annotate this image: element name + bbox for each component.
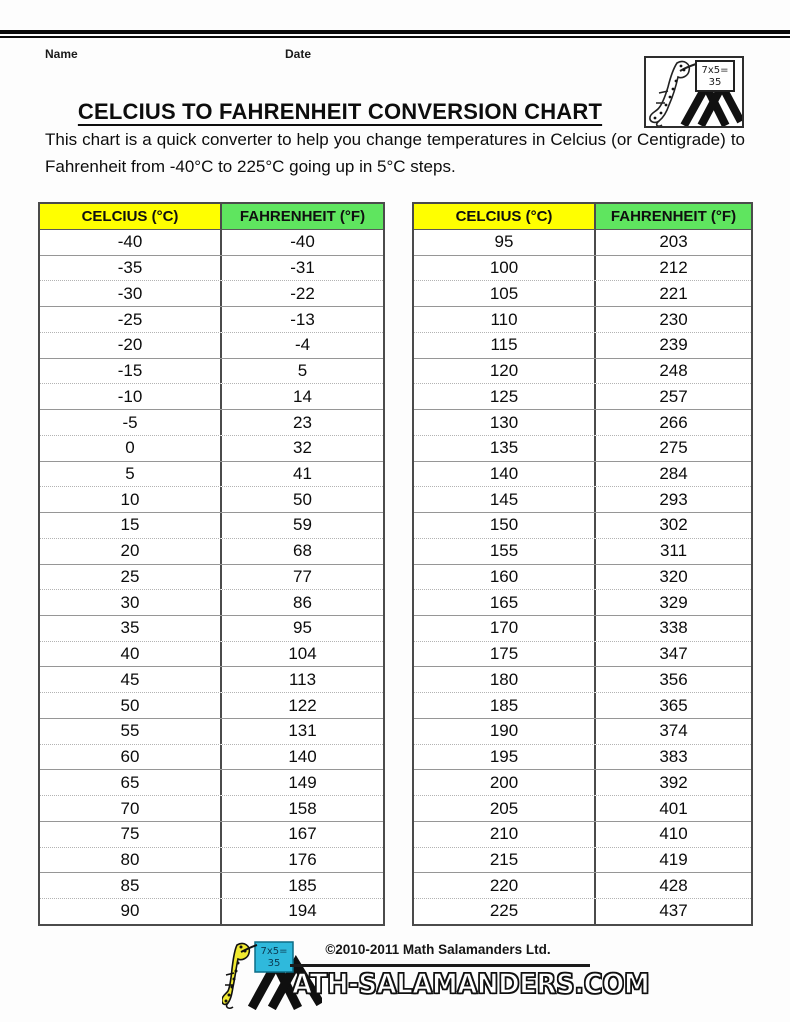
celsius-cell: -15 xyxy=(40,359,222,384)
celsius-cell: 20 xyxy=(40,539,222,564)
celsius-cell: 35 xyxy=(40,616,222,641)
fahrenheit-cell: -31 xyxy=(290,258,315,278)
table-row xyxy=(40,512,383,538)
fahrenheit-cell: 95 xyxy=(293,618,312,638)
celsius-cell: -20 xyxy=(40,333,222,358)
fahrenheit-cell: 365 xyxy=(659,695,688,715)
fahrenheit-cell: 230 xyxy=(659,309,688,329)
fahrenheit-cell: 104 xyxy=(288,644,317,664)
fahrenheit-cell: 23 xyxy=(293,412,312,432)
fahrenheit-cell: -13 xyxy=(290,309,315,329)
celsius-cell: 120 xyxy=(414,359,596,384)
table-row xyxy=(40,795,383,821)
fahrenheit-cell: 392 xyxy=(659,772,688,792)
fahrenheit-cell: 275 xyxy=(659,438,688,458)
celsius-cell: 140 xyxy=(414,462,596,487)
table-row xyxy=(414,538,751,564)
fahrenheit-cell: 185 xyxy=(288,875,317,895)
table-row xyxy=(40,332,383,358)
celsius-cell: 170 xyxy=(414,616,596,641)
celsius-cell: 165 xyxy=(414,590,596,615)
celsius-cell: 50 xyxy=(40,693,222,718)
celsius-cell: -5 xyxy=(40,410,222,435)
celsius-cell: 200 xyxy=(414,770,596,795)
fahrenheit-cell: 68 xyxy=(293,541,312,561)
fahrenheit-cell: 401 xyxy=(659,798,688,818)
celsius-cell: 125 xyxy=(414,384,596,409)
fahrenheit-cell: 374 xyxy=(659,721,688,741)
math-salamanders-logo xyxy=(644,56,744,128)
table-row xyxy=(40,435,383,461)
svg-text:7x5=: 7x5= xyxy=(260,946,288,957)
copyright-text: ©2010-2011 Math Salamanders Ltd. xyxy=(325,942,551,957)
table-row xyxy=(40,230,383,255)
fahrenheit-cell: 257 xyxy=(659,386,688,406)
celsius-cell: 95 xyxy=(414,230,596,255)
celsius-cell: -30 xyxy=(40,281,222,306)
table-row xyxy=(414,744,751,770)
conversion-table-left xyxy=(38,202,385,926)
table-row xyxy=(40,692,383,718)
table-row xyxy=(40,538,383,564)
celsius-cell: 60 xyxy=(40,745,222,770)
celsius-cell: 90 xyxy=(40,899,222,924)
table-row xyxy=(414,280,751,306)
date-label: Date xyxy=(285,47,312,61)
celsius-cell: 225 xyxy=(414,899,596,924)
table-row xyxy=(414,666,751,692)
celsius-cell: 210 xyxy=(414,822,596,847)
table-row xyxy=(414,692,751,718)
table-row xyxy=(414,332,751,358)
table-row xyxy=(40,306,383,332)
table-row xyxy=(414,564,751,590)
table-row xyxy=(414,486,751,512)
celsius-cell: 85 xyxy=(40,873,222,898)
fahrenheit-cell: 212 xyxy=(659,258,688,278)
table-row xyxy=(414,898,751,924)
fahrenheit-cell: 356 xyxy=(659,669,688,689)
fahrenheit-cell: 113 xyxy=(288,669,317,689)
fahrenheit-cell: 338 xyxy=(659,618,688,638)
table-row xyxy=(40,615,383,641)
celsius-cell: 175 xyxy=(414,642,596,667)
logo-illustration xyxy=(646,58,742,126)
fahrenheit-cell: 221 xyxy=(659,283,688,303)
table-header-row xyxy=(40,204,383,230)
celsius-cell: 40 xyxy=(40,642,222,667)
celsius-cell: 215 xyxy=(414,848,596,873)
footer-salamander-icon xyxy=(222,944,257,1009)
celsius-cell: 30 xyxy=(40,590,222,615)
fahrenheit-cell: 248 xyxy=(659,361,688,381)
name-label: Name xyxy=(45,47,78,61)
fahrenheit-cell: 266 xyxy=(659,412,688,432)
celsius-cell: 135 xyxy=(414,436,596,461)
table-row xyxy=(414,306,751,332)
fahrenheit-cell: 239 xyxy=(659,335,688,355)
fahrenheit-cell: 428 xyxy=(659,875,688,895)
conversion-table-right xyxy=(412,202,753,926)
svg-text:35: 35 xyxy=(708,77,722,88)
fahrenheit-cell: 131 xyxy=(288,721,317,741)
fahrenheit-cell: 347 xyxy=(659,644,688,664)
fahrenheit-cell: 122 xyxy=(288,695,317,715)
table-row xyxy=(40,358,383,384)
fahrenheit-cell: 284 xyxy=(659,463,688,483)
celsius-cell: 150 xyxy=(414,513,596,538)
table-row xyxy=(40,383,383,409)
table-row xyxy=(414,821,751,847)
fahrenheit-cell: 311 xyxy=(659,541,688,561)
celsius-cell: 220 xyxy=(414,873,596,898)
intro-text: This chart is a quick converter to help you change temperatures in Celcius (or Centigrade) to Fahrenheit from -40°C to 225°C going up in 5°C steps. xyxy=(45,130,745,176)
fahrenheit-cell: 149 xyxy=(288,772,317,792)
table-row xyxy=(414,409,751,435)
fahrenheit-header-cell: FAHRENHEIT (°F) xyxy=(222,204,383,230)
fahrenheit-cell: 77 xyxy=(293,566,312,586)
table-row xyxy=(40,847,383,873)
celsius-cell: -10 xyxy=(40,384,222,409)
celsius-cell: 160 xyxy=(414,565,596,590)
table-row xyxy=(414,358,751,384)
celsius-cell: 145 xyxy=(414,487,596,512)
table-row xyxy=(40,486,383,512)
table-row xyxy=(414,847,751,873)
celsius-cell: -35 xyxy=(40,256,222,281)
table-body xyxy=(414,230,751,924)
fahrenheit-cell: -40 xyxy=(290,232,315,252)
celsius-cell: 130 xyxy=(414,410,596,435)
fahrenheit-cell: 302 xyxy=(659,515,688,535)
celsius-cell: -40 xyxy=(40,230,222,255)
table-row xyxy=(414,872,751,898)
table-row xyxy=(414,435,751,461)
fahrenheit-cell: 50 xyxy=(293,489,312,509)
table-row xyxy=(414,461,751,487)
celsius-cell: 115 xyxy=(414,333,596,358)
fahrenheit-cell: -4 xyxy=(294,335,311,355)
fahrenheit-cell: 419 xyxy=(659,849,688,869)
logo-board-icon xyxy=(696,61,734,91)
table-row xyxy=(414,641,751,667)
celsius-cell: 15 xyxy=(40,513,222,538)
celsius-cell: 80 xyxy=(40,848,222,873)
celsius-cell: 75 xyxy=(40,822,222,847)
fahrenheit-cell: 14 xyxy=(293,386,312,406)
celsius-cell: 180 xyxy=(414,667,596,692)
celsius-cell: 185 xyxy=(414,693,596,718)
table-row xyxy=(40,461,383,487)
fahrenheit-cell: 329 xyxy=(659,592,688,612)
table-header-row xyxy=(414,204,751,230)
fahrenheit-cell: 194 xyxy=(288,901,317,921)
table-row xyxy=(40,744,383,770)
celsius-cell: 55 xyxy=(40,719,222,744)
top-rule xyxy=(0,30,790,38)
fahrenheit-cell: 167 xyxy=(288,824,317,844)
celsius-cell: -25 xyxy=(40,307,222,332)
celsius-header-cell: CELCIUS (°C) xyxy=(414,204,596,230)
fahrenheit-cell: 5 xyxy=(297,361,308,381)
table-row xyxy=(414,255,751,281)
fahrenheit-cell: 140 xyxy=(288,747,317,767)
table-row xyxy=(40,641,383,667)
site-name-text: ATH-SALAMANDERS.COM xyxy=(292,969,650,1001)
fahrenheit-cell: 158 xyxy=(288,798,317,818)
celsius-cell: 110 xyxy=(414,307,596,332)
table-row xyxy=(40,589,383,615)
celsius-cell: 105 xyxy=(414,281,596,306)
fahrenheit-cell: 383 xyxy=(659,747,688,767)
table-row xyxy=(40,255,383,281)
footer-rule xyxy=(290,964,590,967)
table-row xyxy=(414,769,751,795)
celsius-cell: 0 xyxy=(40,436,222,461)
celsius-cell: 100 xyxy=(414,256,596,281)
celsius-cell: 190 xyxy=(414,719,596,744)
table-row xyxy=(40,898,383,924)
table-row xyxy=(414,795,751,821)
table-row xyxy=(414,230,751,255)
fahrenheit-cell: 293 xyxy=(659,489,688,509)
fahrenheit-cell: 320 xyxy=(659,566,688,586)
table-row xyxy=(40,872,383,898)
celsius-cell: 70 xyxy=(40,796,222,821)
celsius-cell: 65 xyxy=(40,770,222,795)
fahrenheit-cell: 203 xyxy=(659,232,688,252)
table-row xyxy=(414,512,751,538)
table-row xyxy=(40,666,383,692)
table-row xyxy=(414,615,751,641)
page-title: CELCIUS TO FAHRENHEIT CONVERSION CHART xyxy=(77,98,603,124)
celsius-cell: 5 xyxy=(40,462,222,487)
fahrenheit-cell: 410 xyxy=(659,824,688,844)
celsius-header-cell: CELCIUS (°C) xyxy=(40,204,222,230)
table-row xyxy=(40,409,383,435)
table-row xyxy=(40,280,383,306)
fahrenheit-cell: 41 xyxy=(293,463,312,483)
fahrenheit-cell: 176 xyxy=(288,849,317,869)
celsius-cell: 205 xyxy=(414,796,596,821)
fahrenheit-header-cell: FAHRENHEIT (°F) xyxy=(596,204,751,230)
celsius-cell: 45 xyxy=(40,667,222,692)
celsius-cell: 195 xyxy=(414,745,596,770)
footer-board-icon xyxy=(255,942,293,972)
table-row xyxy=(40,769,383,795)
fahrenheit-cell: 86 xyxy=(293,592,312,612)
svg-text:35: 35 xyxy=(267,958,281,969)
fahrenheit-cell: 32 xyxy=(293,438,312,458)
celsius-cell: 10 xyxy=(40,487,222,512)
svg-text:7x5=: 7x5= xyxy=(701,65,729,76)
table-row xyxy=(40,718,383,744)
table-row xyxy=(414,718,751,744)
celsius-cell: 25 xyxy=(40,565,222,590)
table-row xyxy=(40,821,383,847)
celsius-cell: 155 xyxy=(414,539,596,564)
fahrenheit-cell: -22 xyxy=(290,283,315,303)
fahrenheit-cell: 437 xyxy=(659,901,688,921)
table-row xyxy=(40,564,383,590)
table-row xyxy=(414,383,751,409)
fahrenheit-cell: 59 xyxy=(293,515,312,535)
table-row xyxy=(414,589,751,615)
table-body xyxy=(40,230,383,924)
